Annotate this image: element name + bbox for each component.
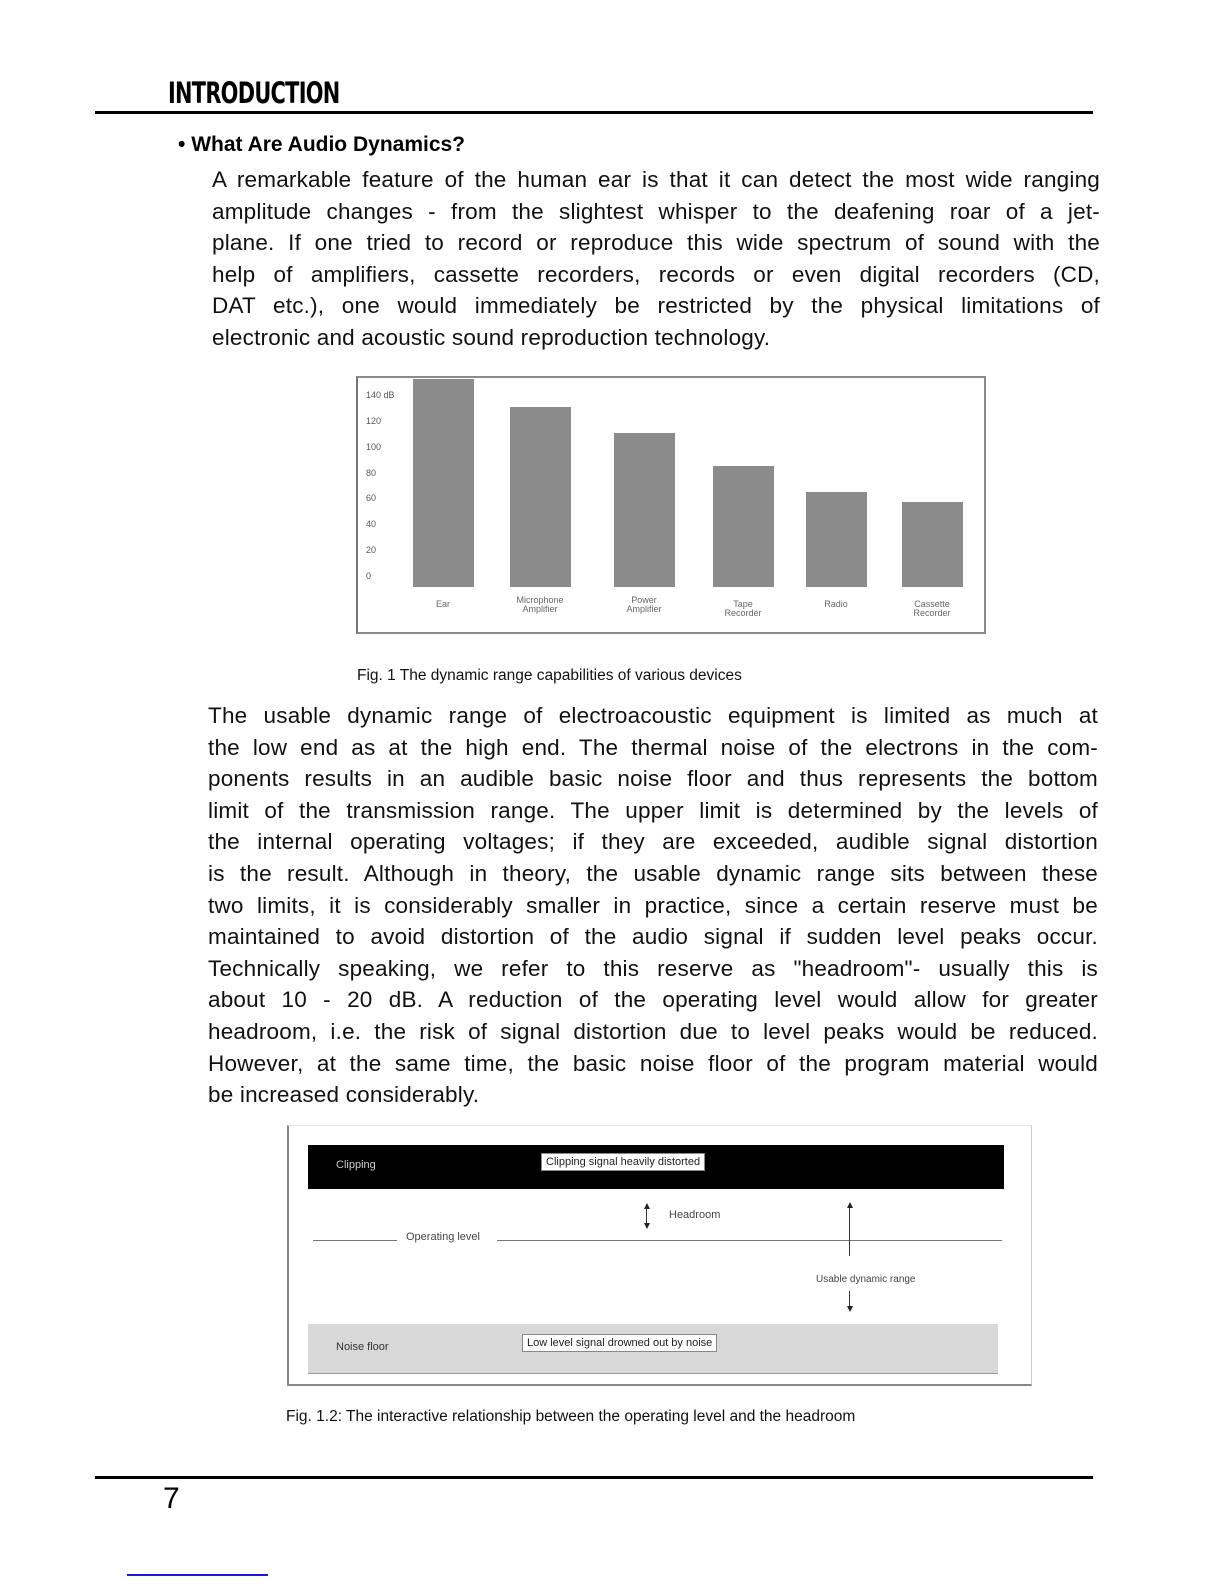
- text-line: the internal operating voltages; if they are exceeded, audible signal distortion: [208, 829, 1098, 855]
- usable-range-arrow-up-icon: [847, 1202, 853, 1208]
- usable-range-arrow-shaft-top: [849, 1208, 850, 1256]
- footer-rule: [95, 1476, 1093, 1479]
- section-title: INTRODUCTION: [168, 76, 340, 110]
- headroom-diagram: [287, 1125, 1032, 1386]
- bar-radio: [806, 492, 867, 587]
- y-tick: 60: [366, 493, 377, 503]
- operating-level-line-right: [497, 1240, 1002, 1241]
- clipping-label: Clipping: [336, 1159, 376, 1171]
- x-label: Radio: [824, 599, 848, 609]
- figure2-caption: Fig. 1.2: The interactive relationship between the operating level and the headroom: [286, 1408, 856, 1425]
- paragraph-intro: [212, 164, 1100, 354]
- usable-range-arrow-down-icon: [847, 1306, 853, 1312]
- figure1-caption: Fig. 1 The dynamic range capabilities of various devices: [357, 667, 742, 684]
- text-line: The usable dynamic range of electroacoustic equipment is limited as much at: [208, 703, 1098, 728]
- text-line: Technically speaking, we refer to this reserve as "headroom"- usually this is: [208, 955, 1098, 981]
- noise-floor-label: Noise floor: [336, 1341, 389, 1353]
- y-tick: 120: [366, 416, 382, 426]
- text-line: headroom, i.e. the risk of signal distortion due to level peaks would be reduced.: [208, 1018, 1098, 1044]
- text-line: limit of the transmission range. The upper limit is determined by the levels of: [208, 797, 1098, 823]
- clipping-band: [308, 1145, 1004, 1189]
- text-line: be increased considerably.: [208, 1082, 480, 1108]
- y-tick: 20: [366, 545, 377, 555]
- text-line: the low end as at the high end. The thermal noise of the electrons in the com-: [208, 734, 1098, 760]
- text-line: amplitude changes - from the slightest whisper to the deafening roar of a jet-: [212, 198, 1100, 224]
- text-line: A remarkable feature of the human ear is that it can detect the most wide ranging: [212, 167, 1100, 192]
- y-tick: 0: [366, 571, 372, 581]
- y-tick: 80: [366, 468, 377, 478]
- text-line: ponents results in an audible basic noise floor and thus represents the bottom: [208, 766, 1098, 792]
- x-label: Ear: [435, 599, 450, 609]
- operating-level-label: Operating level: [406, 1231, 480, 1243]
- x-label: Microphone Amplifier: [516, 595, 564, 614]
- bar-microphone-amplifier: [510, 407, 571, 587]
- usable-range-arrow-shaft-bottom: [849, 1291, 850, 1307]
- x-label: Power Amplifier: [626, 595, 662, 614]
- noise-floor-band: [308, 1324, 998, 1374]
- bar-ear: [413, 379, 474, 587]
- heading-text: What Are Audio Dynamics?: [191, 133, 466, 156]
- dynamic-range-bar-chart: [356, 376, 986, 634]
- clipping-description-box: Clipping signal heavily distorted: [541, 1153, 705, 1171]
- header-rule: [95, 111, 1093, 114]
- headroom-arrow-shaft: [646, 1208, 647, 1224]
- text-line: help of amplifiers, cassette recorders, records or even digital recorders (CD,: [212, 261, 1100, 287]
- y-tick: 140 dB: [366, 390, 395, 400]
- text-line: about 10 - 20 dB. A reduction of the operating level would allow for greater: [208, 987, 1098, 1013]
- bullet: •: [178, 133, 186, 156]
- usable-dynamic-range-label: Usable dynamic range: [816, 1274, 916, 1285]
- bar-cassette-recorder: [902, 502, 963, 587]
- bar-tape-recorder: [713, 466, 774, 587]
- noise-description-box: Low level signal drowned out by noise: [522, 1334, 717, 1352]
- y-tick: 100: [366, 442, 382, 452]
- operating-level-line-left: [313, 1240, 397, 1241]
- text-line: electronic and acoustic sound reproduction technology.: [212, 324, 771, 350]
- paragraph-dynamic-range: [208, 700, 1098, 1111]
- text-line: DAT etc.), one would immediately be restricted by the physical limitations of: [212, 293, 1100, 319]
- text-line: maintained to avoid distortion of the audio signal if sudden level peaks occur.: [208, 924, 1098, 950]
- headroom-label: Headroom: [669, 1209, 721, 1221]
- section-heading: [178, 133, 465, 157]
- text-line: two limits, it is considerably smaller in practice, since a certain reserve must be: [208, 892, 1098, 918]
- headroom-arrow-up-icon: [644, 1203, 650, 1209]
- bar-power-amplifier: [614, 433, 675, 587]
- headroom-arrow-down-icon: [644, 1223, 650, 1229]
- text-line: plane. If one tried to record or reproduce this wide spectrum of sound with the: [212, 230, 1100, 256]
- text-line: However, at the same time, the basic noise floor of the program material would: [208, 1050, 1098, 1076]
- y-tick: 40: [366, 519, 377, 529]
- x-label: Cassette Recorder: [913, 599, 951, 618]
- text-line: is the result. Although in theory, the usable dynamic range sits between these: [208, 860, 1098, 886]
- x-label: Tape Recorder: [724, 599, 762, 618]
- link-underline: [127, 1574, 268, 1576]
- page-number: 7: [163, 1482, 180, 1515]
